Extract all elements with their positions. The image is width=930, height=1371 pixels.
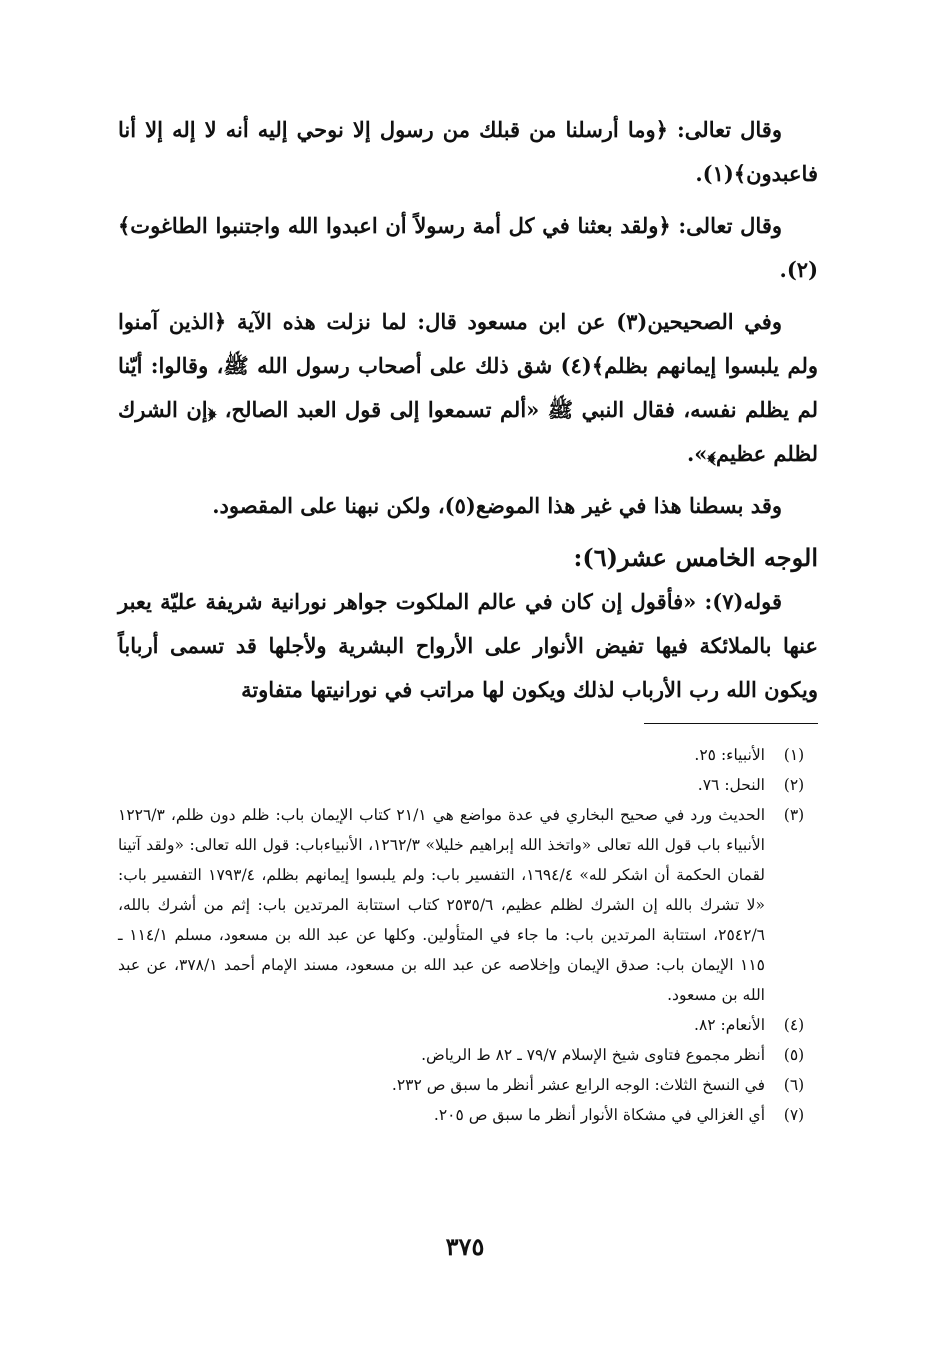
footnote-text: الأنعام: ٨٢. [694,1016,765,1034]
footnote-number: (١) [783,746,805,764]
footnote-text: النحل: ٧٦. [697,776,765,794]
footnote-item [118,1100,823,1130]
footnote-divider [644,723,818,724]
footnote-number: (٣) [783,806,805,824]
paragraph-2: وقال تعالى: ﴿ولقد بعثنا في كل أمة رسولاً أن اعبدوا الله واجتنبوا الطاغوت﴾(٢). [118,213,818,282]
paragraph-3: وفي الصحيحين(٣) عن ابن مسعود قال: لما نزلت هذه الآية ﴿الذين آمنوا ولم يلبسوا إيمانهم بظلم﴾(٤) شق ذلك على أصحاب رسول الله ﷺ، وقالوا: أيّنا لم يظلم نفسه، فقال النبي ﷺ «ألم تسمعوا إلى قول العبد الصالح، ﴿إن الشرك لظلم عظيم﴾». [118,309,818,466]
footnote-item [118,800,823,1010]
footnote-item [118,1070,823,1100]
page-number: ٣٧٥ [445,1232,485,1261]
footnote-number: (٤) [783,1016,805,1034]
footnote-text: في النسخ الثلاث: الوجه الرابع عشر أنظر ما سبق ص ٢٣٢. [391,1076,765,1094]
footnote-item [118,1040,823,1070]
paragraph-1: وقال تعالى: ﴿وما أرسلنا من قبلك من رسول إلا نوحي إليه أنه لا إله إلا أنا فاعبدون﴾(١). [118,117,818,186]
footnote-item [118,740,823,770]
footnote-number: (٦) [783,1076,805,1094]
footnote-text: أنظر مجموع فتاوى شيخ الإسلام ٧٩/٧ ـ ٨٢ ط الرياض. [421,1046,765,1064]
paragraph-4: وقد بسطنا هذا في غير هذا الموضع(٥)، ولكن نبهنا على المقصود. [212,493,782,518]
main-text [118,108,818,720]
footnote-text: الأنبياء: ٢٥. [694,746,765,764]
paragraph-5: قوله(٧): «فأقول إن كان في عالم الملكوت جواهر نورانية شريفة عليّة يعبر عنها بالملائكة فيها تفيض الأنوار على الأرواح البشرية ولأجلها قد تسمى أرباباً ويكون الله رب الأرباب لذلك ويكون لها مراتب في نورانيتها متفاوتة [118,589,818,702]
footnote-number: (٧) [783,1106,805,1124]
footnote-text: الحديث ورد في صحيح البخاري في عدة مواضع هي ٢١/١ كتاب الإيمان باب: ظلم دون ظلم، ١٢٢٦/٣ الأنبياء باب قول الله تعالى «واتخذ الله إبراهيم خليلا» ١٢٦٢/٣، الأنبياءباب: قول الله تعالى: «ولقد آتينا لقمان الحكمة أن اشكر لله» ١٦٩٤/٤، التفسير باب: ولم يلبسوا إيمانهم بظلم، ١٧٩٣/٤ التفسير باب: «لا تشرك بالله إن الشرك لظلم عظيم، ٢٥٣٥/٦ كتاب استتابة المرتدين باب: إثم من أشرك بالله، ٢٥٤٢/٦، استتابة المرتدين باب: ما جاء في المتأولين. وكلها عن عبد الله بن مسعود، مسلم ١١٤/١ ـ ١١٥ الإيمان باب: صدق الإيمان وإخلاصه عن عبد الله بن مسعود، مسند الإمام أحمد ٣٧٨/١، عن عبد الله بن مسعود. [118,806,766,1004]
footnote-text: أي الغزالي في مشكاة الأنوار أنظر ما سبق ص ٢٠٥. [433,1106,765,1124]
section-heading: الوجه الخامس عشر(٦): [573,543,818,572]
footnotes [118,740,823,1130]
footnote-item [118,1010,823,1040]
footnote-number: (٥) [783,1046,805,1064]
footnote-number: (٢) [783,776,805,794]
footnote-item [118,770,823,800]
